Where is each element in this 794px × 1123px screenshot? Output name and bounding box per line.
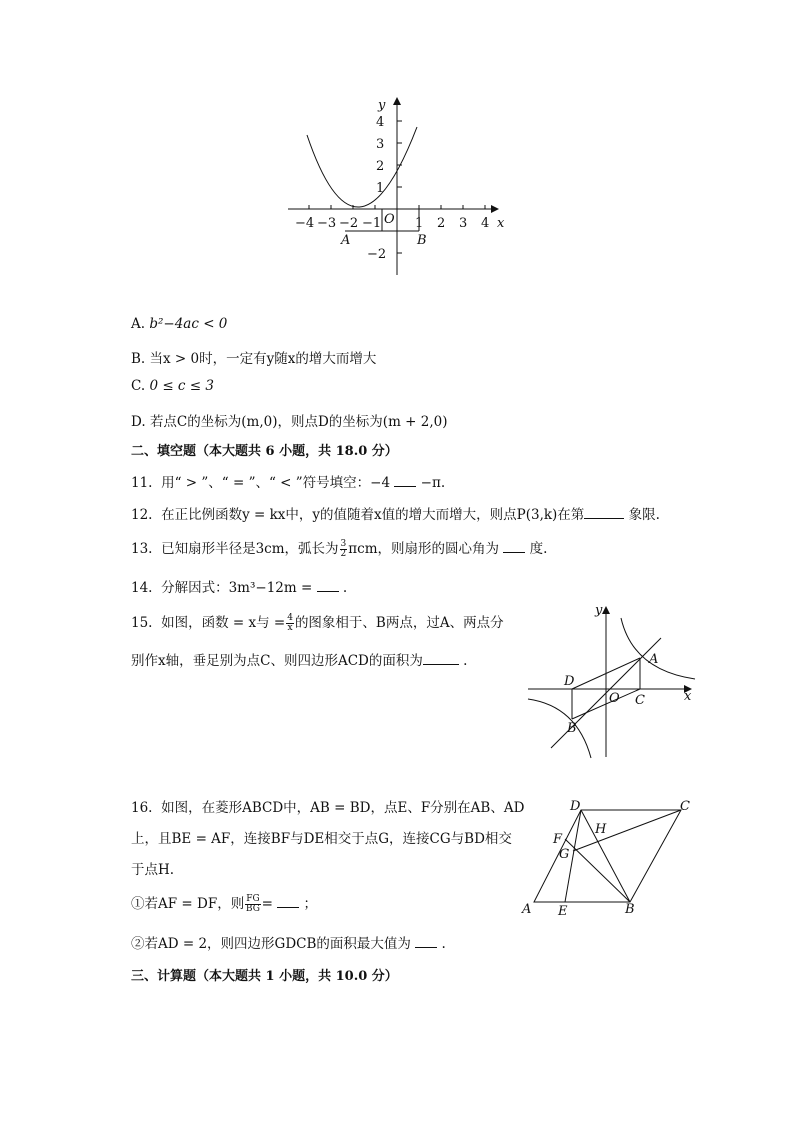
segment-cg [573, 810, 681, 851]
rhombus-abcd [534, 810, 681, 902]
point-b-label: B [417, 233, 427, 248]
label-d: D [570, 799, 581, 814]
parabola-curve [307, 127, 417, 207]
fraction: $\frac{3}{2}$ [340, 539, 347, 559]
x-tick-neg4: −4 [295, 216, 315, 231]
parabola-figure [285, 95, 510, 280]
y-tick-3: 3 [376, 137, 385, 152]
label-f: F [553, 832, 563, 847]
label-e: E [558, 904, 568, 919]
label-g: G [559, 847, 570, 862]
question-13: 13. 已知扇形半径是3cm，弧长为 $\frac{3}{2}$ πcm，则扇形的圆心角为 度. [131, 539, 548, 559]
x-tick-2: 2 [437, 216, 446, 231]
rhombus-figure [518, 795, 698, 920]
x-axis-label: x [497, 216, 505, 231]
hyperbola-branch-lower [528, 699, 591, 758]
label-c: C [635, 693, 645, 708]
label-o: O [609, 691, 620, 706]
label-b: B [625, 902, 635, 917]
question-16-line2: 上，且BE = AF，连接BF与DE相交于点G，连接CG与BD相交 [131, 831, 512, 847]
x-tick-3: 3 [459, 216, 468, 231]
x-tick-4: 4 [481, 216, 490, 231]
section-2-title: 二、填空题（本大题共 6 小题，共 18.0 分） [131, 444, 398, 459]
x-tick-neg2: −2 [339, 216, 359, 231]
option-c: C. 0 ≤ c ≤ 3 [131, 378, 214, 394]
label-c: C [680, 799, 690, 814]
question-16-sub2: ②若AD = 2，则四边形GDCB的面积最大值为 . [131, 936, 446, 952]
y-tick-2: 2 [376, 159, 385, 174]
hyperbola-branch-upper [621, 618, 695, 679]
label-h: H [595, 822, 607, 837]
question-16-sub1: ①若AF = DF，则 $\frac{FG}{BG}$ = ； [131, 894, 318, 914]
option-a: A. b²−4ac < 0 [131, 316, 228, 332]
x-tick-1: 1 [415, 216, 424, 231]
x-tick-neg3: −3 [317, 216, 337, 231]
label-a: A [649, 652, 659, 667]
answer-blank[interactable] [394, 474, 416, 487]
question-16-line3: 于点H. [131, 862, 175, 878]
label-b: B [567, 721, 577, 736]
x-label: x [684, 689, 692, 704]
question-12: 12. 在正比例函数y = kx中，y的值随着x值的增大而增大，则点P(3,k)在第 象限. [131, 507, 660, 523]
origin-label: O [384, 212, 395, 227]
label-d: D [564, 674, 575, 689]
option-b: B. 当x > 0时，一定有y随x的增大而增大 [131, 351, 377, 367]
fraction: $\frac{FG}{BG}$ [245, 894, 260, 914]
label-a: A [522, 902, 532, 917]
answer-blank[interactable] [415, 935, 437, 948]
answer-blank[interactable] [317, 579, 339, 592]
hyperbola-figure [523, 600, 698, 760]
answer-blank[interactable] [423, 652, 459, 665]
question-15-line2: 别作x轴，垂足别为点C、则四边形ACD的面积为 . [131, 653, 468, 669]
question-16-line1: 16. 如图，在菱形ABCD中，AB = BD，点E、F分别在AB、AD [131, 800, 525, 816]
question-14: 14. 分解因式：3m³−12m = . [131, 580, 348, 596]
y-tick-1: 1 [376, 181, 385, 196]
option-d: D. 若点C的坐标为(m,0)，则点D的坐标为(m + 2,0) [131, 414, 448, 430]
x-tick-neg1: −1 [362, 216, 382, 231]
point-a-label: A [341, 233, 351, 248]
y-tick-4: 4 [376, 115, 385, 130]
question-15-line1: 15. 如图，函数 = x与 = $\frac{4}{x}$ 的图象相于、B两点，过A、两点分 [131, 613, 504, 633]
y-tick-neg2: −2 [367, 247, 387, 262]
y-label: y [595, 603, 603, 618]
answer-blank[interactable] [584, 506, 624, 519]
answer-blank[interactable] [277, 895, 299, 908]
section-3-title: 三、计算题（本大题共 1 小题，共 10.0 分） [131, 969, 398, 984]
fraction: $\frac{4}{x}$ [287, 613, 293, 633]
y-axis-label: y [378, 98, 386, 113]
question-11: 11. 用“ > ”、“ = ”、“ < ”符号填空：−4 −π. [131, 475, 446, 491]
answer-blank[interactable] [503, 540, 525, 553]
